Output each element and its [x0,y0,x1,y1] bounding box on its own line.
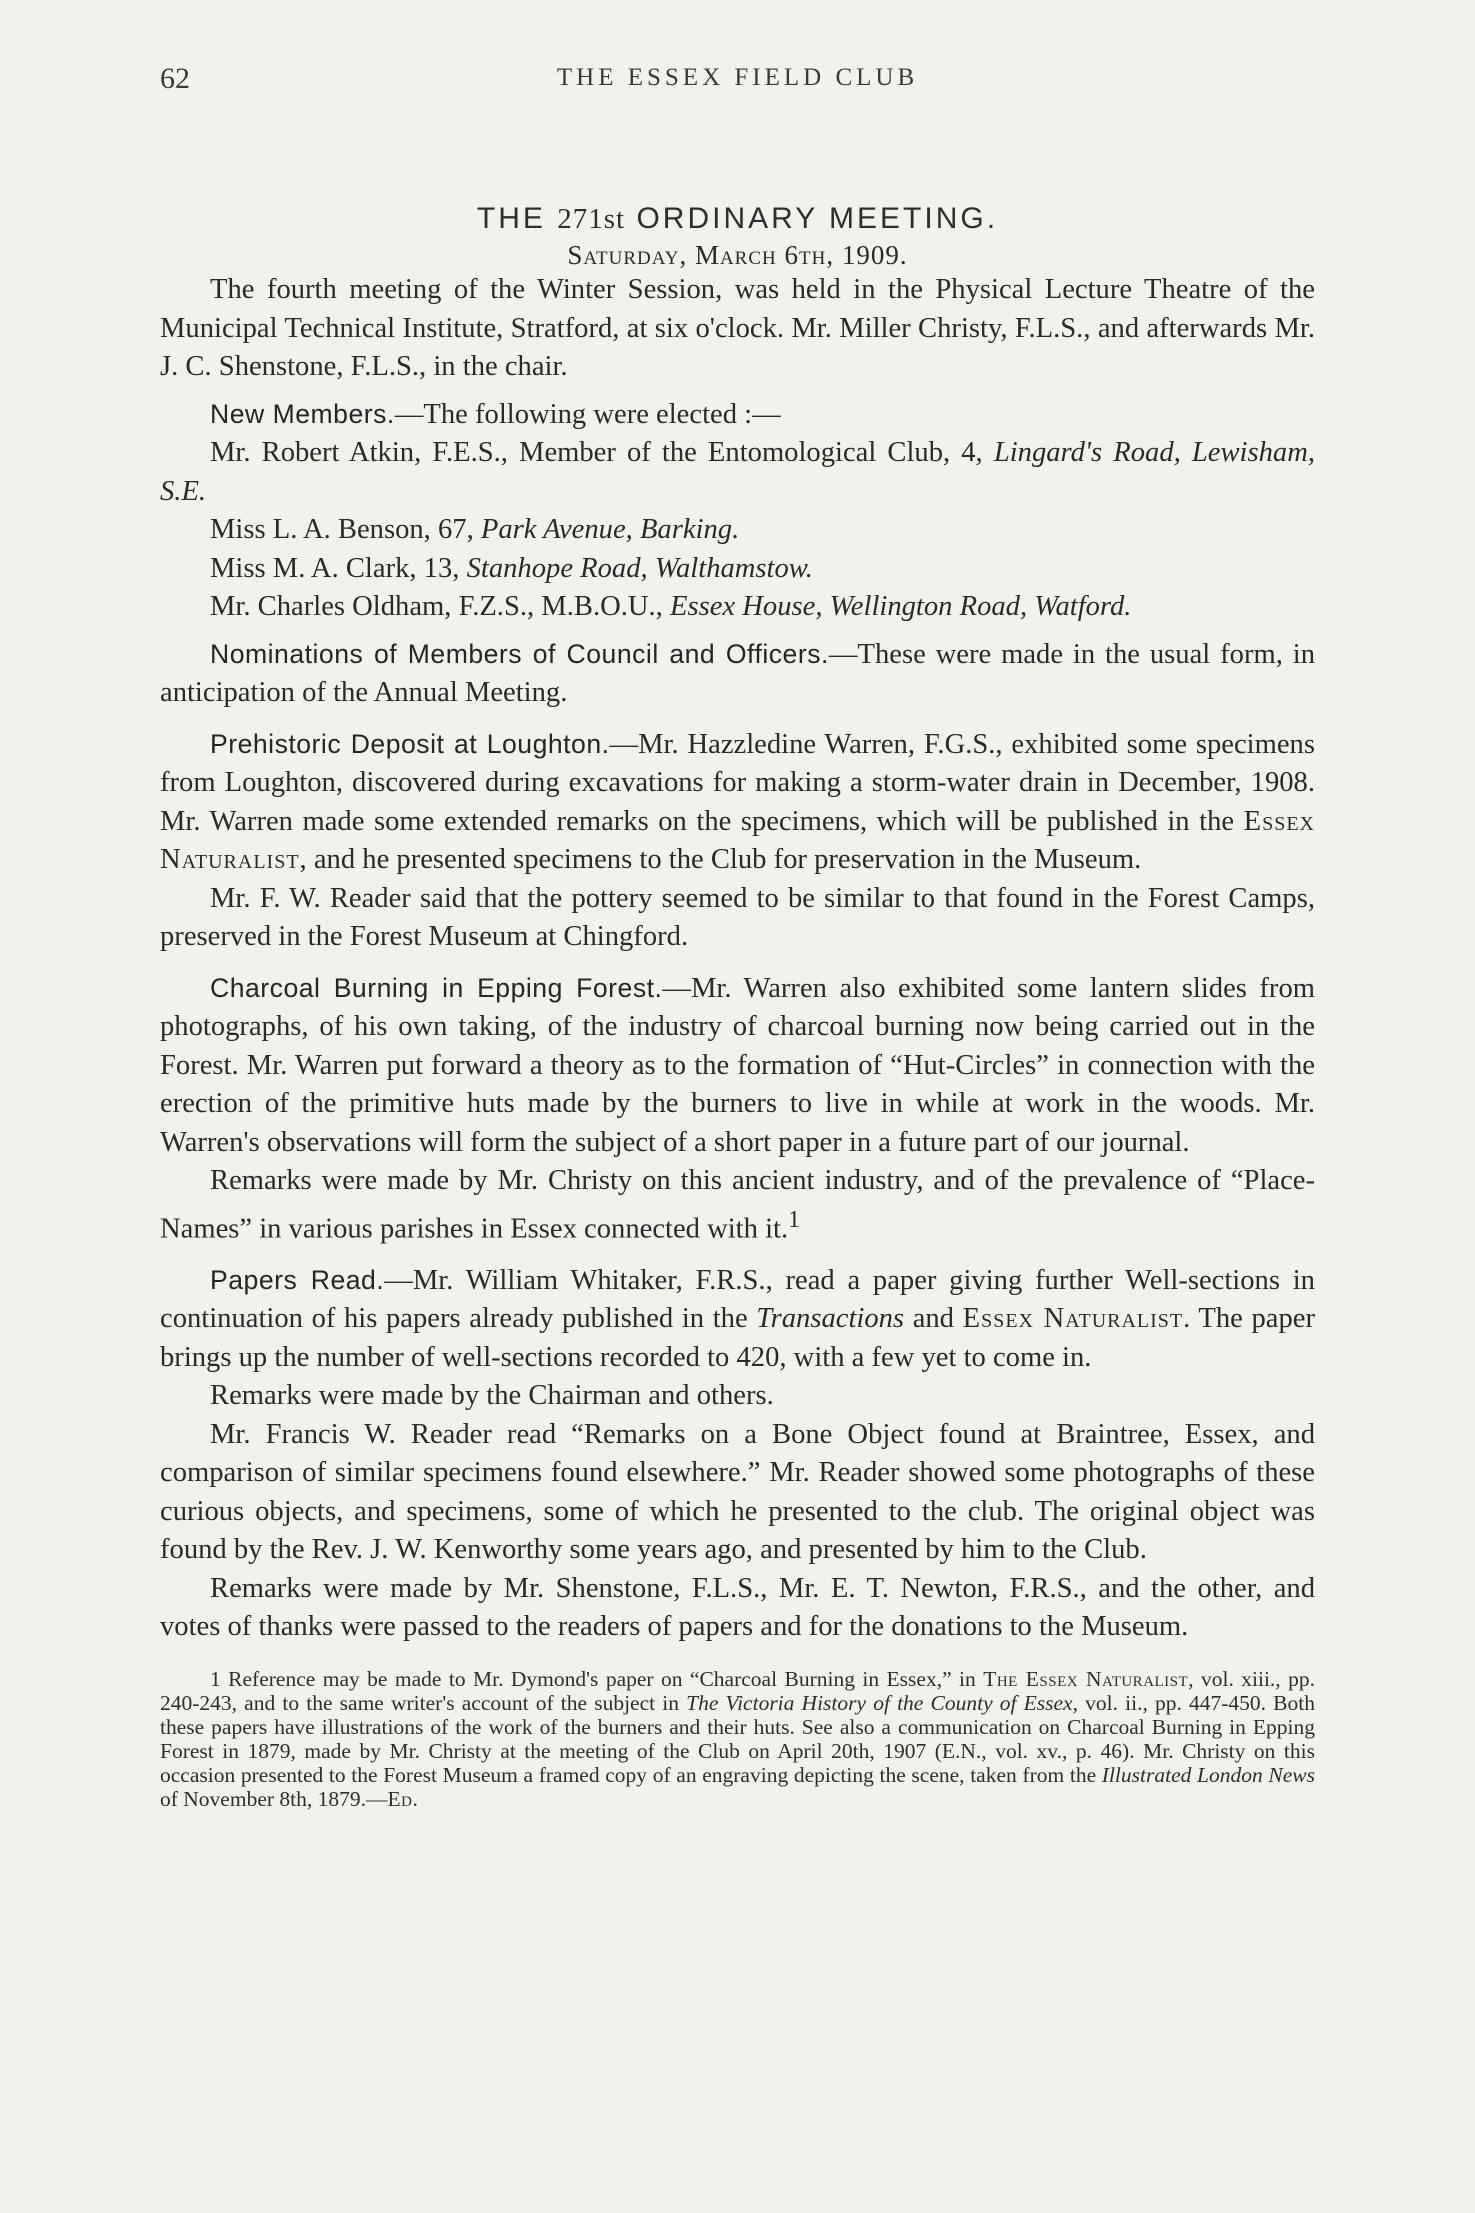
member-entry [160,588,1315,627]
papers-text-a: —Mr. William Whitaker, F.R.S., read a paper giving further Well-sections in continuation of his papers already published in the [160,1264,1315,1335]
reader-paper-paragraph: Mr. Francis W. Reader read “Remarks on a Bone Object found at Braintree, Essex, and comparison of similar specimens found elsewhere.” Mr. Reader showed some photographs of these curious objects, and specimens, some of which he presented to the club. The original object was found by the Rev. J. W. Kenworthy some years ago, and presented by him to the Club. [160,1418,1315,1566]
member-address: Park Avenue, Barking. [480,514,740,545]
charcoal-text: —Mr. Warren also exhibited some lantern slides from photographs, of his own taking, of the industry of charcoal burning now being carried out in the Forest. Mr. Warren put forward a theory as to the formation of “Hut-Circles” in connection with the erection of the primitive huts made by the burners to live in while at work in the woods. Mr. Warren's observations will form the subject of a short paper in a future part of our journal. [160,972,1315,1158]
page-number: 62 [160,62,190,95]
member-name: Miss L. A. Benson, 67, [210,514,474,545]
section-heading-charcoal: Charcoal Burning in Epping Forest. [210,972,663,1003]
footnote-iln-title: Illustrated London News [1101,1762,1315,1787]
footnote-text-a: 1 Reference may be made to Mr. Dymond's paper on “Charcoal Burning in Essex,” in [210,1666,984,1691]
footnote-text-c: , vol. ii., pp. 447-450. Both these papers have illustrations of the work of the burners and their huts. See also a communication on Charcoal Burning in Epping Forest in 1879, made by Mr. Christy at the meeting of the Club on April 20th, 1907 (E.N., vol. xv., p. 46). Mr. Christy on this occasion presented to the Forest Museum a framed copy of an engraving depicting the scene, taken from the [160,1690,1315,1787]
charcoal-remarks-paragraph [160,1162,1315,1249]
papers-paragraph [160,1261,1315,1378]
section-heading-nominations: Nominations of Members of Council and Officers. [210,638,829,669]
nominations-text: —These were made in the usual form, in anticipation of the Annual Meeting. [160,638,1315,708]
section-heading-new-members: New Members. [210,398,395,429]
closing-paragraph: Remarks were made by Mr. Shenstone, F.L.S., Mr. E. T. Newton, F.R.S., and the other, and votes of thanks were passed to the readers of papers and for the donations to the Museum. [160,1572,1315,1643]
charcoal-remarks: Remarks were made by Mr. Christy on this ancient industry, and of the prevalence of “Place-Names” in various parishes in Essex connected with it. [160,1165,1315,1245]
footnote-text-d: of November 8th, 1879.— [160,1786,388,1811]
member-entry [160,434,1315,511]
footnote-journal: The Essex Naturalist [983,1666,1189,1691]
meeting-date: Saturday, March 6th, 1909. [567,240,908,270]
footnote [160,1667,1315,1811]
charcoal-paragraph [160,969,1315,1163]
member-entry [160,511,1315,550]
title-prefix: THE [476,202,558,235]
prehistoric-paragraph [160,725,1315,880]
prehistoric-text-a: —Mr. Hazzledine Warren, F.G.S., exhibited some specimens from Loughton, discovered during excavations for making a storm-water drain in December, 1908. Mr. Warren made some extended remarks on the specimens, which will be published in the [160,728,1315,837]
meeting-title [160,202,1315,236]
title-suffix: ORDINARY MEETING. [625,202,999,235]
member-address: Lingard's Road, Lewisham, S.E. [160,437,1315,507]
member-name: Mr. Charles Oldham, F.Z.S., M.B.O.U., [210,591,663,622]
member-address: Essex House, Wellington Road, Watford. [670,591,1132,622]
member-name: Mr. Robert Atkin, F.E.S., Member of the Entomological Club, 4, [210,437,983,468]
intro-paragraph: The fourth meeting of the Winter Session, was held in the Physical Lecture Theatre of the Municipal Technical Institute, Stratford, at six o'clock. Mr. Miller Christy, F.L.S., and afterwards Mr. J. C. Shenstone, F.L.S., in the chair. [160,274,1315,382]
title-number: 271st [557,203,626,235]
reader-remark-paragraph: Mr. F. W. Reader said that the pottery seemed to be similar to that found in the Forest Camps, preserved in the Forest Museum at Chingford. [160,882,1315,952]
member-entry [160,550,1315,589]
new-members-lead: —The following were elected :— [394,398,781,430]
footnote-vch-title: The Victoria History of the County of Essex [686,1690,1073,1715]
footnote-editor: Ed. [387,1786,419,1811]
chairman-remarks-paragraph: Remarks were made by the Chairman and others. [210,1380,774,1412]
transactions-title: Transactions [756,1303,905,1335]
running-head: THE ESSEX FIELD CLUB [556,64,919,91]
page-header [160,58,1315,102]
new-members-paragraph [160,395,1315,435]
section-heading-prehistoric: Prehistoric Deposit at Loughton. [210,728,610,759]
papers-text-mid: and [904,1303,963,1335]
footnote-marker: 1 [788,1206,801,1233]
journal-name: Essex Naturalist [160,805,1315,875]
prehistoric-text-b: , and he presented specimens to the Club for preservation in the Museum. [299,844,1142,875]
footnote-text-b: , vol. xiii., pp. 240-243, and to the same writer's account of the subject in [160,1666,1315,1715]
section-heading-papers: Papers Read. [210,1264,385,1295]
member-address: Stanhope Road, Walthamstow. [466,552,813,584]
nominations-paragraph [160,635,1315,713]
papers-text-b: . The paper brings up the number of well-sections recorded to 420, with a few yet to come in. [160,1303,1315,1373]
journal-name: Essex Naturalist [962,1303,1184,1335]
member-name: Miss M. A. Clark, 13, [210,552,460,584]
